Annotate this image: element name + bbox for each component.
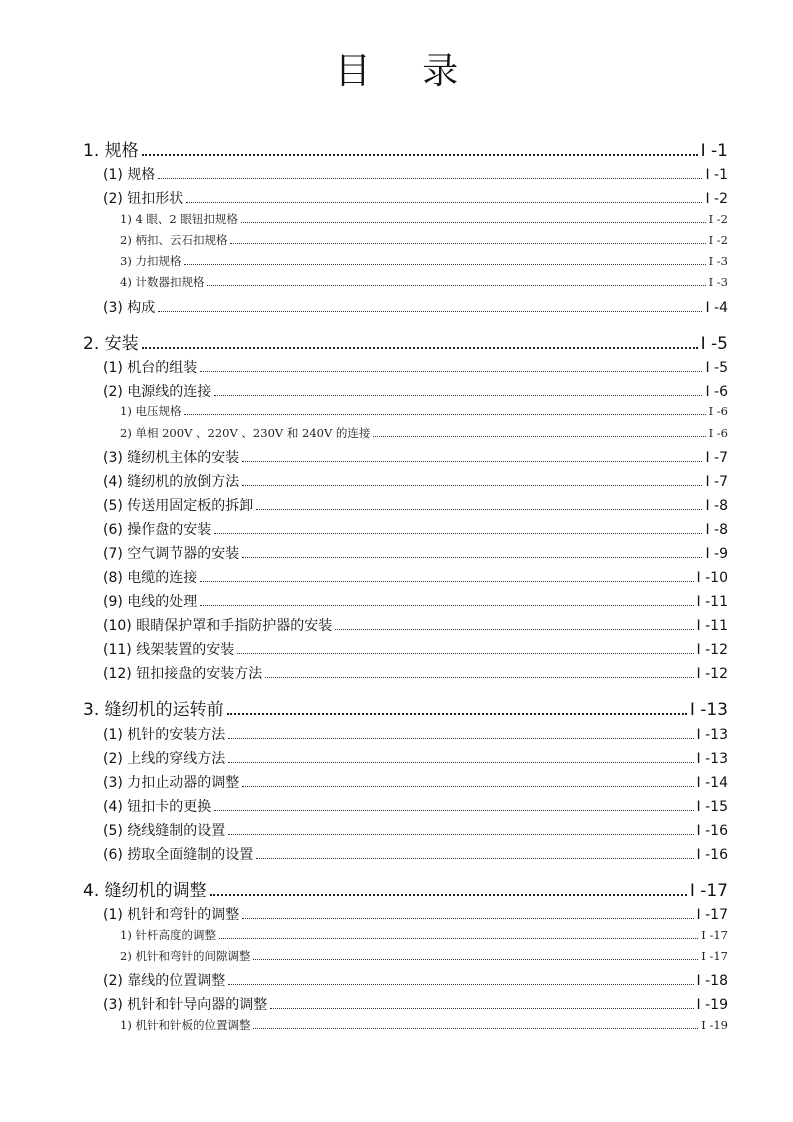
- toc-entry-page: Ⅰ -3: [708, 275, 728, 289]
- toc-entry-label: 1) 电压规格: [120, 404, 182, 418]
- toc-entry[interactable]: [120, 948, 728, 964]
- dot-leader: [242, 461, 702, 462]
- toc-entry-label: (6) 捞取全面缝制的设置: [103, 847, 254, 863]
- dot-leader: [237, 653, 693, 654]
- toc-entry[interactable]: [103, 663, 728, 683]
- toc-entry-label: (6) 操作盘的安装: [103, 522, 212, 538]
- dot-leader: [242, 786, 693, 787]
- dot-leader: [142, 347, 698, 349]
- toc-entry-label: (1) 机台的组装: [103, 360, 198, 376]
- toc-entry-page: Ⅰ -17: [701, 949, 728, 963]
- toc-entry-label: 3. 缝纫机的运转前: [83, 700, 224, 720]
- toc-entry-label: (11) 线架装置的安装: [103, 642, 235, 658]
- toc-entry-label: 2) 机针和弯针的间隙调整: [120, 949, 251, 963]
- toc-entry-label: (3) 机针和针导向器的调整: [103, 997, 268, 1013]
- dot-leader: [253, 959, 698, 960]
- dot-leader: [214, 810, 693, 811]
- toc-entry-label: (2) 电源线的连接: [103, 384, 212, 400]
- toc-entry[interactable]: [103, 820, 728, 840]
- toc-entry-page: Ⅰ -8: [705, 522, 728, 538]
- toc-entry[interactable]: [103, 772, 728, 792]
- toc-entry-page: Ⅰ -7: [705, 450, 728, 466]
- toc-entry[interactable]: [120, 253, 728, 269]
- dot-leader: [210, 894, 687, 896]
- toc-entry-label: (12) 钮扣接盘的安装方法: [103, 666, 263, 682]
- dot-leader: [373, 436, 705, 437]
- dot-leader: [228, 738, 693, 739]
- dot-leader: [200, 581, 693, 582]
- dot-leader: [241, 222, 706, 223]
- toc-entry[interactable]: [103, 381, 728, 401]
- toc-entry-page: Ⅰ -17: [696, 907, 728, 923]
- dot-leader: [184, 414, 705, 415]
- toc-entry-label: (3) 缝纫机主体的安装: [103, 450, 240, 466]
- toc-entry-label: (4) 缝纫机的放倒方法: [103, 474, 240, 490]
- toc-entry-page: Ⅰ -13: [696, 727, 728, 743]
- toc-entry[interactable]: [103, 567, 728, 587]
- toc-entry-label: (9) 电线的处理: [103, 594, 198, 610]
- toc-entry-page: Ⅰ -19: [701, 1018, 728, 1032]
- toc-entry-label: 3) 力扣规格: [120, 254, 182, 268]
- toc-entry-page: Ⅰ -17: [701, 928, 728, 942]
- toc-entry[interactable]: [83, 695, 728, 720]
- toc-entry-label: (1) 机针的安装方法: [103, 727, 226, 743]
- dot-leader: [158, 311, 702, 312]
- dot-leader: [242, 918, 693, 919]
- toc-entry-page: Ⅰ -9: [705, 546, 728, 562]
- toc-entry-label: 4. 缝纫机的调整: [83, 881, 207, 901]
- toc-entry[interactable]: [103, 495, 728, 515]
- toc-entry[interactable]: [103, 970, 728, 990]
- toc-entry[interactable]: [103, 591, 728, 611]
- toc-entry-page: Ⅰ -12: [696, 666, 728, 682]
- toc-entry-page: Ⅰ -8: [705, 498, 728, 514]
- toc-entry-label: (2) 靠线的位置调整: [103, 973, 226, 989]
- toc-entry-page: Ⅰ -11: [696, 618, 728, 634]
- toc-entry[interactable]: [103, 748, 728, 768]
- toc-entry-page: Ⅰ -3: [708, 254, 728, 268]
- toc-entry-page: Ⅰ -4: [705, 300, 728, 316]
- toc-entry[interactable]: [103, 904, 728, 924]
- toc-entry[interactable]: [103, 615, 728, 635]
- toc-entry-label: 1) 针杆高度的调整: [120, 928, 216, 942]
- toc-entry-label: 1. 规格: [83, 141, 139, 161]
- toc-entry-page: Ⅰ -15: [696, 799, 728, 815]
- toc-entry-label: (4) 钮扣卡的更换: [103, 799, 212, 815]
- dot-leader: [184, 264, 705, 265]
- dot-leader: [230, 243, 705, 244]
- dot-leader: [158, 178, 702, 179]
- toc-entry-label: (10) 眼睛保护罩和手指防护器的安装: [103, 618, 333, 634]
- dot-leader: [256, 858, 693, 859]
- toc-entry[interactable]: [83, 876, 728, 901]
- toc-entry[interactable]: [83, 329, 728, 354]
- toc-entry-page: Ⅰ -1: [700, 141, 728, 161]
- toc-entry-page: Ⅰ -5: [705, 360, 728, 376]
- toc-entry-label: (2) 上线的穿线方法: [103, 751, 226, 767]
- toc-entry[interactable]: [103, 994, 728, 1014]
- toc-entry-label: 1) 4 眼、2 眼钮扣规格: [120, 212, 238, 226]
- toc-entry[interactable]: [103, 796, 728, 816]
- toc-entry-page: Ⅰ -13: [696, 751, 728, 767]
- toc-entry-label: 4) 计数器扣规格: [120, 275, 205, 289]
- toc-entry-label: 1) 机针和针板的位置调整: [120, 1018, 251, 1032]
- toc-entry-page: Ⅰ -19: [696, 997, 728, 1013]
- dot-leader: [200, 371, 702, 372]
- toc-entry-page: Ⅰ -13: [689, 700, 728, 720]
- toc-entry-page: Ⅰ -5: [700, 334, 728, 354]
- toc-entry[interactable]: [103, 724, 728, 744]
- toc-entry-page: Ⅰ -6: [705, 384, 728, 400]
- toc-entry[interactable]: [103, 844, 728, 864]
- toc-entry[interactable]: [103, 164, 728, 184]
- toc-entry[interactable]: [103, 639, 728, 659]
- toc-entry[interactable]: [83, 136, 728, 161]
- dot-leader: [219, 938, 698, 939]
- toc-entry-label: (2) 钮扣形状: [103, 191, 184, 207]
- page-title: 目 录: [334, 51, 479, 92]
- toc-entry[interactable]: [103, 447, 728, 467]
- toc-entry[interactable]: [103, 297, 728, 317]
- toc-entry-label: (5) 绕线缝制的设置: [103, 823, 226, 839]
- dot-leader: [335, 629, 693, 630]
- toc-entry-label: 2) 单相 200V 、220V 、230V 和 240V 的连接: [120, 426, 371, 440]
- dot-leader: [227, 713, 687, 715]
- toc-entry-page: Ⅰ -14: [696, 775, 728, 791]
- toc-entry-page: Ⅰ -10: [696, 570, 728, 586]
- toc-entry-page: Ⅰ -18: [696, 973, 728, 989]
- dot-leader: [228, 762, 693, 763]
- toc-entry-label: (3) 构成: [103, 300, 156, 316]
- toc-entry-label: (8) 电缆的连接: [103, 570, 198, 586]
- dot-leader: [214, 395, 702, 396]
- toc-entry-page: Ⅰ -6: [708, 404, 728, 418]
- dot-leader: [242, 485, 702, 486]
- dot-leader: [256, 509, 702, 510]
- toc-entry[interactable]: [103, 357, 728, 377]
- toc-entry-label: 2. 安装: [83, 334, 139, 354]
- toc-entry-label: (5) 传送用固定板的拆卸: [103, 498, 254, 514]
- dot-leader: [228, 834, 693, 835]
- toc-entry-label: (1) 规格: [103, 167, 156, 183]
- toc-entry-page: Ⅰ -17: [689, 881, 728, 901]
- toc-entry-page: Ⅰ -11: [696, 594, 728, 610]
- dot-leader: [142, 154, 698, 156]
- dot-leader: [207, 285, 705, 286]
- toc-entry[interactable]: [120, 425, 728, 441]
- toc-entry-page: Ⅰ -6: [708, 426, 728, 440]
- dot-leader: [270, 1008, 693, 1009]
- toc-entry[interactable]: [120, 232, 728, 248]
- toc-entry-page: Ⅰ -12: [696, 642, 728, 658]
- toc-entry[interactable]: [103, 471, 728, 491]
- dot-leader: [200, 605, 693, 606]
- toc-entry-label: (1) 机针和弯针的调整: [103, 907, 240, 923]
- toc-entry-page: Ⅰ -16: [696, 847, 728, 863]
- toc-entry-label: 2) 柄扣、云石扣规格: [120, 233, 228, 247]
- toc-entry[interactable]: [120, 403, 728, 419]
- toc-entry[interactable]: [120, 211, 728, 227]
- toc-entry[interactable]: [103, 188, 728, 208]
- toc-entry[interactable]: [103, 519, 728, 539]
- toc-entry-page: Ⅰ -2: [708, 212, 728, 226]
- toc-entry-page: Ⅰ -1: [705, 167, 728, 183]
- dot-leader: [186, 202, 702, 203]
- toc-entry[interactable]: [120, 274, 728, 290]
- dot-leader: [242, 557, 702, 558]
- toc-entry-page: Ⅰ -2: [708, 233, 728, 247]
- dot-leader: [265, 677, 693, 678]
- toc-entry-page: Ⅰ -7: [705, 474, 728, 490]
- toc-entry-page: Ⅰ -16: [696, 823, 728, 839]
- toc-entry-page: Ⅰ -2: [705, 191, 728, 207]
- dot-leader: [253, 1028, 698, 1029]
- dot-leader: [228, 984, 693, 985]
- dot-leader: [214, 533, 702, 534]
- toc-entry[interactable]: [120, 1017, 728, 1033]
- toc-entry-label: (3) 力扣止动器的调整: [103, 775, 240, 791]
- toc-entry-label: (7) 空气调节器的安装: [103, 546, 240, 562]
- toc-entry[interactable]: [120, 927, 728, 943]
- toc-entry[interactable]: [103, 543, 728, 563]
